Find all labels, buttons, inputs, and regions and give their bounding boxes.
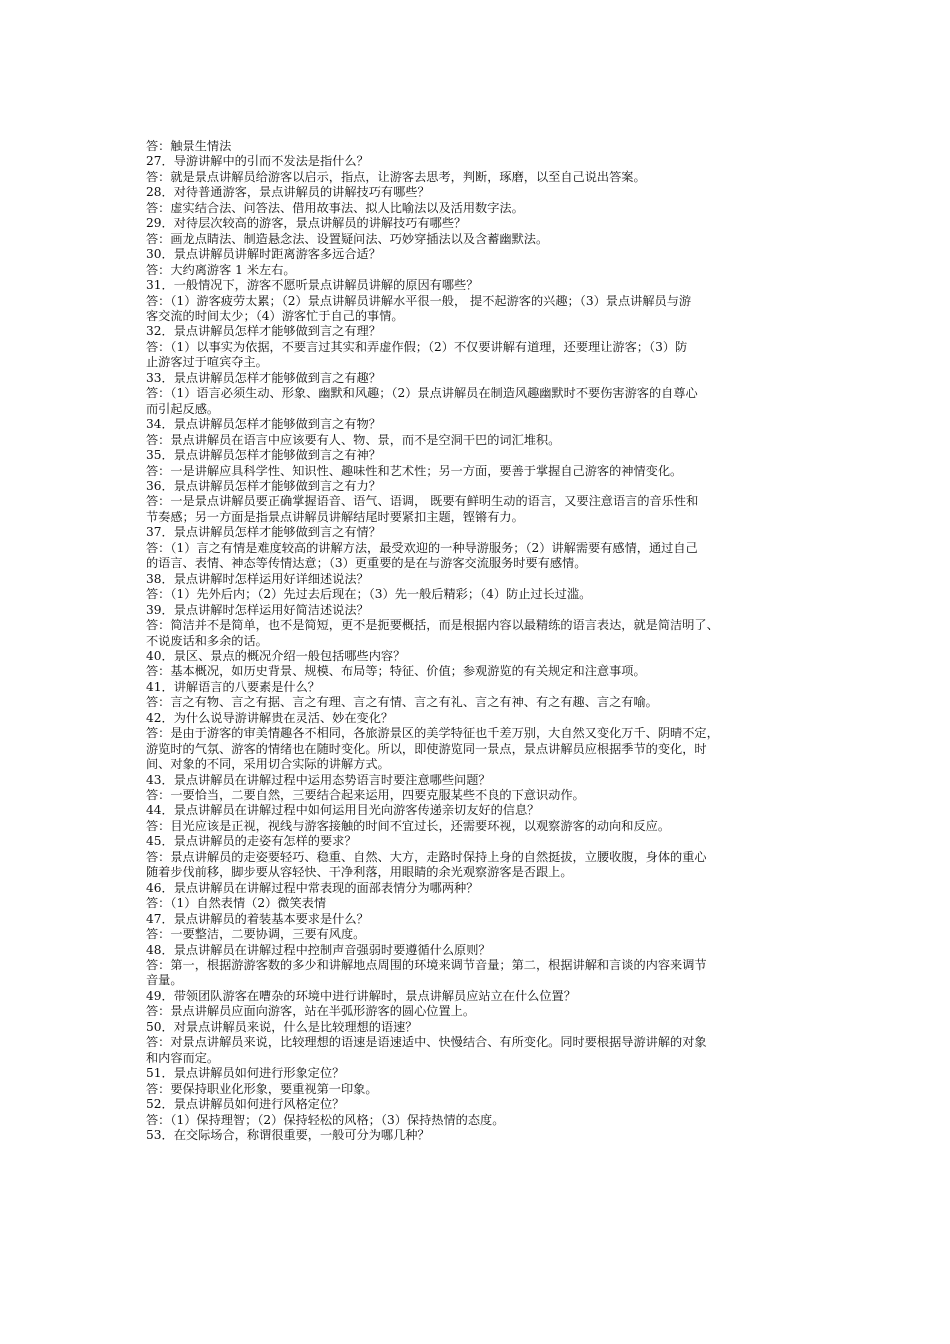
text-line: 随着步伐前移，脚步要从容轻快、干净利落，用眼睛的余光观察游客是否跟上。 — [146, 865, 573, 880]
text-line: 节奏感；另一方面是指景点讲解员讲解结尾时要紧扣主题，铿锵有力。 — [146, 509, 524, 524]
text-line: 31．一般情况下，游客不愿听景点讲解员讲解的原因有哪些？ — [146, 278, 479, 293]
text-line: 答：目光应该是正视，视线与游客接触的时间不宜过长，还需要环视，以观察游客的动向和反应。 — [146, 818, 671, 833]
text-line: 29．对待层次较高的游客，景点讲解员的讲解技巧有哪些？ — [146, 216, 467, 231]
text-line: 答：一是景点讲解员要正确掌握语音、语气、语调， 既要有鲜明生动的语言，又要注意语言的音乐性和 — [146, 494, 699, 509]
text-line: 43．景点讲解员在讲解过程中运用态势语言时要注意哪些问题？ — [146, 772, 491, 787]
text-line: 答：（1）自然表情（2）微笑表情 — [146, 896, 327, 911]
text-line: 答：简洁并不是简单，也不是简短，更不是扼要概括，而是根据内容以最精练的语言表达，就是简洁明了、 — [146, 618, 719, 633]
text-line: 49．带领团队游客在嘈杂的环境中进行讲解时，景点讲解员应站立在什么位置？ — [146, 988, 576, 1003]
text-line: 而引起反感。 — [146, 401, 220, 416]
text-line: 41．讲解语言的八要素是什么？ — [146, 679, 320, 694]
text-line: 止游客过于喧宾夺主。 — [146, 355, 268, 370]
text-line: 客交流的时间太少；（4）游客忙于自己的事情。 — [146, 308, 404, 323]
text-line: 游览时的气氛、游客的情绪也在随时变化。所以，即使游览同一景点，景点讲解员应根据季节的变化，时 — [146, 741, 707, 756]
text-line: 30．景点讲解员讲解时距离游客多远合适？ — [146, 247, 381, 262]
text-line: 32．景点讲解员怎样才能够做到言之有理？ — [146, 324, 381, 339]
text-line: 答：（1）言之有情是难度较高的讲解方法，最受欢迎的一种导游服务；（2）讲解需要有感情，通过自己 — [146, 540, 698, 555]
text-line: 答：是由于游客的审美情趣各不相同，各旅游景区的美学特征也千差万别，大自然又变化万千、阴晴不定， — [146, 726, 719, 741]
text-line: 答：（1）先外后内；（2）先过去后现在；（3）先一般后精彩；（4）防止过长过滥。 — [146, 587, 592, 602]
text-line: 答：画龙点睛法、制造悬念法、设置疑问法、巧妙穿插法以及含蓄幽默法。 — [146, 231, 549, 246]
text-line: 答：第一，根据游游客数的多少和讲解地点周围的环境来调节音量；第二，根据讲解和言谈的内容来调节 — [146, 958, 707, 973]
text-line: 33．景点讲解员怎样才能够做到言之有趣？ — [146, 370, 381, 385]
text-line: 答：触景生情法 — [146, 139, 232, 153]
text-line: 答：一要恰当，二要自然，三要结合起来运用，四要克服某些不良的下意识动作。 — [146, 788, 585, 803]
text-line: 46．景点讲解员在讲解过程中常表现的面部表情分为哪两种？ — [146, 880, 479, 895]
text-line: 38．景点讲解时怎样运用好详细述说法？ — [146, 571, 369, 586]
text-line: 答：对景点讲解员来说，比较理想的语速是语速适中、快慢结合、有所变化。同时要根据导游讲解的对象 — [146, 1035, 707, 1050]
text-line: 52．景点讲解员如何进行风格定位？ — [146, 1097, 345, 1112]
text-line: 答：大约离游客 1 米左右。 — [146, 262, 296, 277]
text-line: 答：（1）游客疲劳太累；（2）景点讲解员讲解水平很一般， 提不起游客的兴趣；（3）景点讲解员与游 — [146, 293, 692, 308]
text-line: 答：景点讲解员在语言中应该要有人、物、景，而不是空洞干巴的词汇堆积。 — [146, 432, 561, 447]
text-line: 35．景点讲解员怎样才能够做到言之有神？ — [146, 448, 381, 463]
text-line: 45．景点讲解员的走姿有怎样的要求？ — [146, 834, 357, 849]
text-line: 答：基本概况，如历史背景、规模、布局等；特征、价值；参观游览的有关规定和注意事项。 — [146, 664, 646, 679]
text-line: 47．景点讲解员的着装基本要求是什么？ — [146, 911, 369, 926]
text-line: 27．导游讲解中的引而不发法是指什么？ — [146, 154, 369, 169]
text-line: 答：景点讲解员的走姿要轻巧、稳重、自然、大方，走路时保持上身的自然挺拔，立腰收腹，身体的重心 — [146, 849, 707, 864]
text-line: 答：要保持职业化形象，要重视第一印象。 — [146, 1081, 378, 1096]
text-line: 答：（1）以事实为依据，不要言过其实和弄虚作假；（2）不仅要讲解有道理，还要理让游客；（3）防 — [146, 339, 688, 354]
text-line: 答：一要整洁，二要协调，三要有风度。 — [146, 927, 366, 942]
text-line: 答：虚实结合法、问答法、借用故事法、拟人比喻法以及活用数字法。 — [146, 200, 524, 215]
text-line: 和内容而定。 — [146, 1050, 220, 1065]
document-body — [146, 139, 806, 1143]
text-line: 42．为什么说导游讲解贵在灵活、妙在变化？ — [146, 710, 394, 725]
text-line: 28．对待普通游客，景点讲解员的讲解技巧有哪些？ — [146, 185, 430, 200]
text-line: 答：景点讲解员应面向游客，站在半弧形游客的圆心位置上。 — [146, 1004, 476, 1019]
text-line: 34．景点讲解员怎样才能够做到言之有物？ — [146, 417, 381, 432]
text-line: 的语言、表情、神态等传情达意；（3）更重要的是在与游客交流服务时要有感情。 — [146, 556, 587, 571]
text-line: 音量。 — [146, 973, 183, 988]
text-line: 51．景点讲解员如何进行形象定位？ — [146, 1066, 345, 1081]
text-line: 44．景点讲解员在讲解过程中如何运用目光向游客传递亲切友好的信息？ — [146, 803, 540, 818]
text-line: 不说废话和多余的话。 — [146, 633, 268, 648]
text-line: 答：言之有物、言之有据、言之有理、言之有情、言之有礼、言之有神、有之有趣、言之有喻。 — [146, 695, 658, 710]
text-line: 37．景点讲解员怎样才能够做到言之有情？ — [146, 525, 381, 540]
text-line: 答：（1）语言必须生动、形象、幽默和风趣；（2）景点讲解员在制造风趣幽默时不要伤害游客的自尊心 — [146, 386, 698, 401]
text-line: 36．景点讲解员怎样才能够做到言之有力？ — [146, 478, 381, 493]
text-line: 48．景点讲解员在讲解过程中控制声音强弱时要遵循什么原则？ — [146, 942, 491, 957]
text-line: 40．景区、景点的概况介绍一般包括哪些内容？ — [146, 648, 406, 663]
text-line: 答：（1）保持理智；（2）保持轻松的风格；（3）保持热情的态度。 — [146, 1112, 505, 1127]
text-line: 间、对象的不同，采用切合实际的讲解方式。 — [146, 757, 390, 772]
text-line: 53．在交际场合，称谓很重要，一般可分为哪几种？ — [146, 1128, 430, 1142]
text-line: 答：就是景点讲解员给游客以启示，指点，让游客去思考，判断，琢磨，以至自己说出答案。 — [146, 169, 646, 184]
text-line: 答：一是讲解应具科学性、知识性、趣味性和艺术性；另一方面，要善于掌握自己游客的神情变化。 — [146, 463, 683, 478]
text-line: 39．景点讲解时怎样运用好简洁述说法？ — [146, 602, 369, 617]
text-line: 50．对景点讲解员来说，什么是比较理想的语速？ — [146, 1019, 418, 1034]
